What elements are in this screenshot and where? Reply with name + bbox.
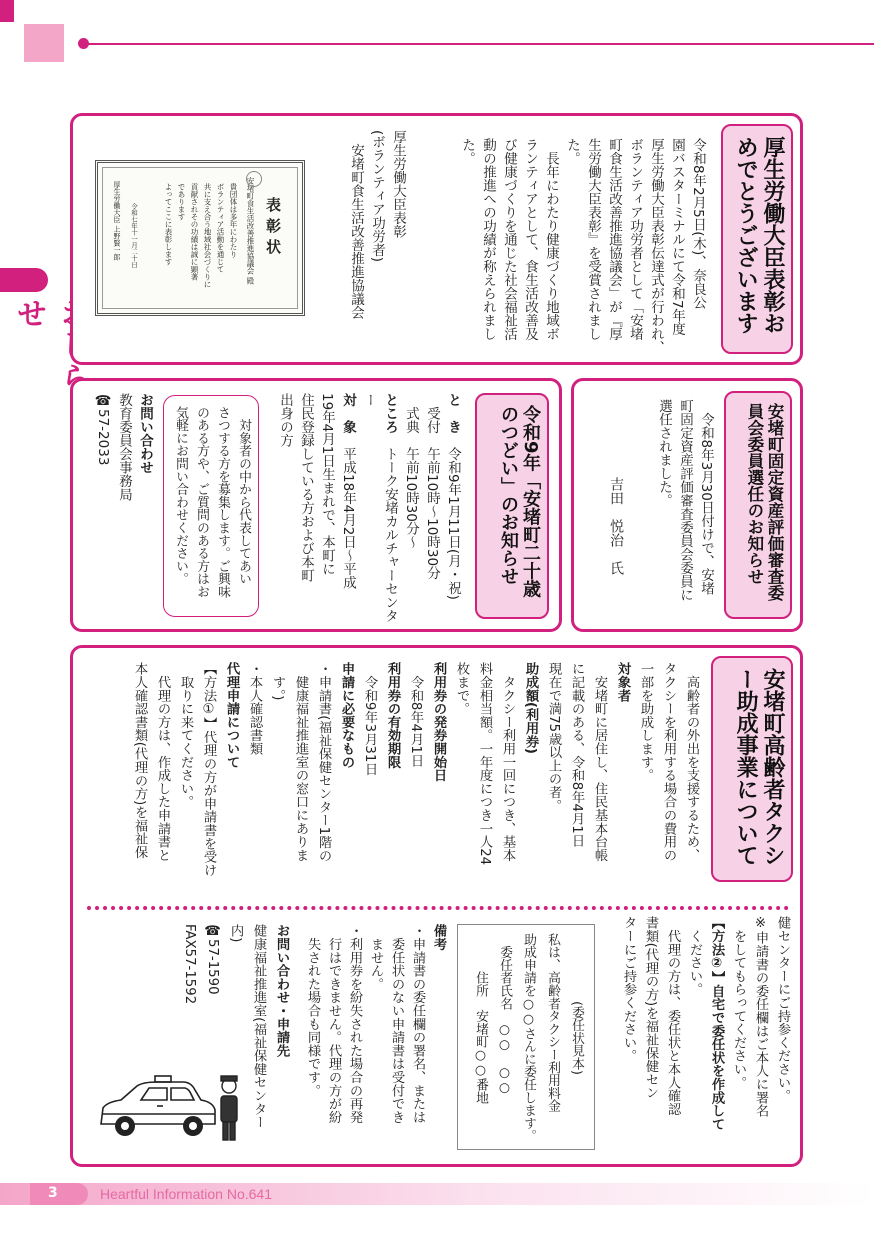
assessment-title: 安堵町固定資産評価審査委員会委員選任のお知らせ — [724, 391, 792, 619]
certificate-signer: 厚生労働大臣 上野賢一郎 — [113, 181, 121, 261]
taxi-card — [70, 645, 803, 1167]
side-tab — [0, 268, 90, 418]
ceremony-contact: お問い合わせ 教育委員会事務局 ☎57-2033 — [95, 393, 153, 501]
side-tab-label: らせ — [11, 298, 90, 394]
publication-name: Heartful Information No.641 — [100, 1186, 272, 1202]
assessment-body: 令和8年3月30日付けで、安堵 町固定資産評価審査委員会委員に 選任されました。 — [656, 399, 714, 602]
proxy-sample: (委任状見本) 私は、高齢者タクシー利用料金 助成申請を○○さんに委任します。 委任者氏名 ○○ ○○ 住所 安堵町○○番地 — [473, 933, 584, 1143]
taxi-main: 高齢者の外出を支援するため、 タクシーを利用する場合の費用の 一部を助成します。 対象者 安堵町に居住し、住民基本台帳 に記載のある、令和8年4月1日 現在で満75歳以上の者。 助成額(利用券) タクシー利用一回につき、基本 料金相当額。一年度につき一人24 枚まで。 利用券の発券開始日 令和8年4月1日 利用券の有効期限 令和9年3月31日 申請に必要なもの ・申請書(福祉保健センター1階の 健康福祉推進室の窓口にありま す。) ・本人確認書類 代理申請について 【方法①】代理の方が申請書を受け 取りに来てください。 代理の方は、作成した申請書と 本人確認書類(代理の方)を福祉保 — [132, 662, 699, 877]
certificate-seal — [246, 171, 262, 187]
header-rule — [84, 43, 874, 45]
page-number: 3 — [48, 1185, 58, 1201]
award-signature: 厚生労働大臣表彰 (ボランティア功労者) 安堵町食生活改善推進協議会 — [348, 130, 406, 319]
taxi-divider — [87, 906, 789, 910]
taxi-illustration — [97, 1062, 247, 1148]
award-card — [70, 113, 803, 365]
proxy-sample-box — [457, 924, 595, 1150]
side-tab-bar — [0, 268, 48, 292]
corner-block — [0, 0, 14, 22]
award-body: 令和8年2月5日(木)、奈良公 園バスターミナルにて令和7年度 厚生労働大臣表彰伝達式が行われ、 ボランティア功労者として「安堵 町食生活改善推進協議会」が『厚 生労働大臣表彰』を受賞されまし た。 長年にわたり健康づくり地域ボ ランティアとして、食生活改善及 び健康づくりを通じた社会福祉活 動の推進への功績が称えられまし た。 — [459, 138, 706, 354]
certificate-heading: 表彰状 — [264, 197, 282, 260]
assessment-card — [571, 378, 803, 632]
certificate-date: 令和七年十一月二十日 — [130, 203, 138, 268]
header-dot — [78, 38, 89, 49]
ceremony-card — [70, 378, 562, 632]
corner-block-light — [24, 24, 64, 62]
ceremony-details: と き 令和9年1月11日(月・祝) 受付 午前10時～10時30分 式典 午前10時30分～ ところ トーク安堵カルチャーセンター 対 象 平成18年4月2日～平成 19年4月1日生まれで、本町に 住民登録している方および本町 出身の方 — [277, 393, 461, 623]
taxi-method2: 健センターにご持参ください。 ※申請書の委任欄はご本人に署名 をしてもらってください。 【方法②】自宅で委任状を作成して ください。 代理の方は、委任状と本人確認 書類(代理の方)を福祉保健セン ターにご持参ください。 — [621, 916, 790, 1131]
taxi-contact: お問い合わせ・申請先 健康福祉推進室(福祉保健センター内) ☎57-1590 FAX57-1592 — [182, 924, 289, 1129]
ceremony-notice: 対象者の中から代表してあい さつする方を募集します。ご興味 のある方や、ご質問のある方はお 気軽にお問い合わせください。 — [173, 406, 251, 598]
award-title: 厚生労働大臣表彰おめでとうございます — [721, 124, 793, 354]
taxi-notes: 備考 ・申請書の委任欄の署名、または 委任状のない申請書は受付でき ません。 ・利用券を紛失された場合の再発 行はできません。代理の方が紛 失された場合も同様です。 — [305, 924, 446, 1124]
certificate-text: 貴団体は多年にわたり ボランティア活動を通じて 共に支え合う地域社会づくりに 貢献されその功績は誠に顕著 であります よってここに表彰します — [164, 183, 238, 288]
certificate-org: 安堵町食生活改善推進協議会 殿 — [246, 177, 255, 285]
assessment-person: 吉田 悦治 氏 — [608, 477, 624, 575]
taxi-title: 安堵町高齢者タクシー助成事業について — [711, 656, 793, 882]
ceremony-notice-box — [163, 395, 259, 617]
footer-page-pill — [30, 1183, 88, 1205]
certificate-image — [95, 160, 305, 316]
ceremony-title: 令和9年「安堵町二十歳のつどい」のお知らせ — [475, 393, 549, 619]
